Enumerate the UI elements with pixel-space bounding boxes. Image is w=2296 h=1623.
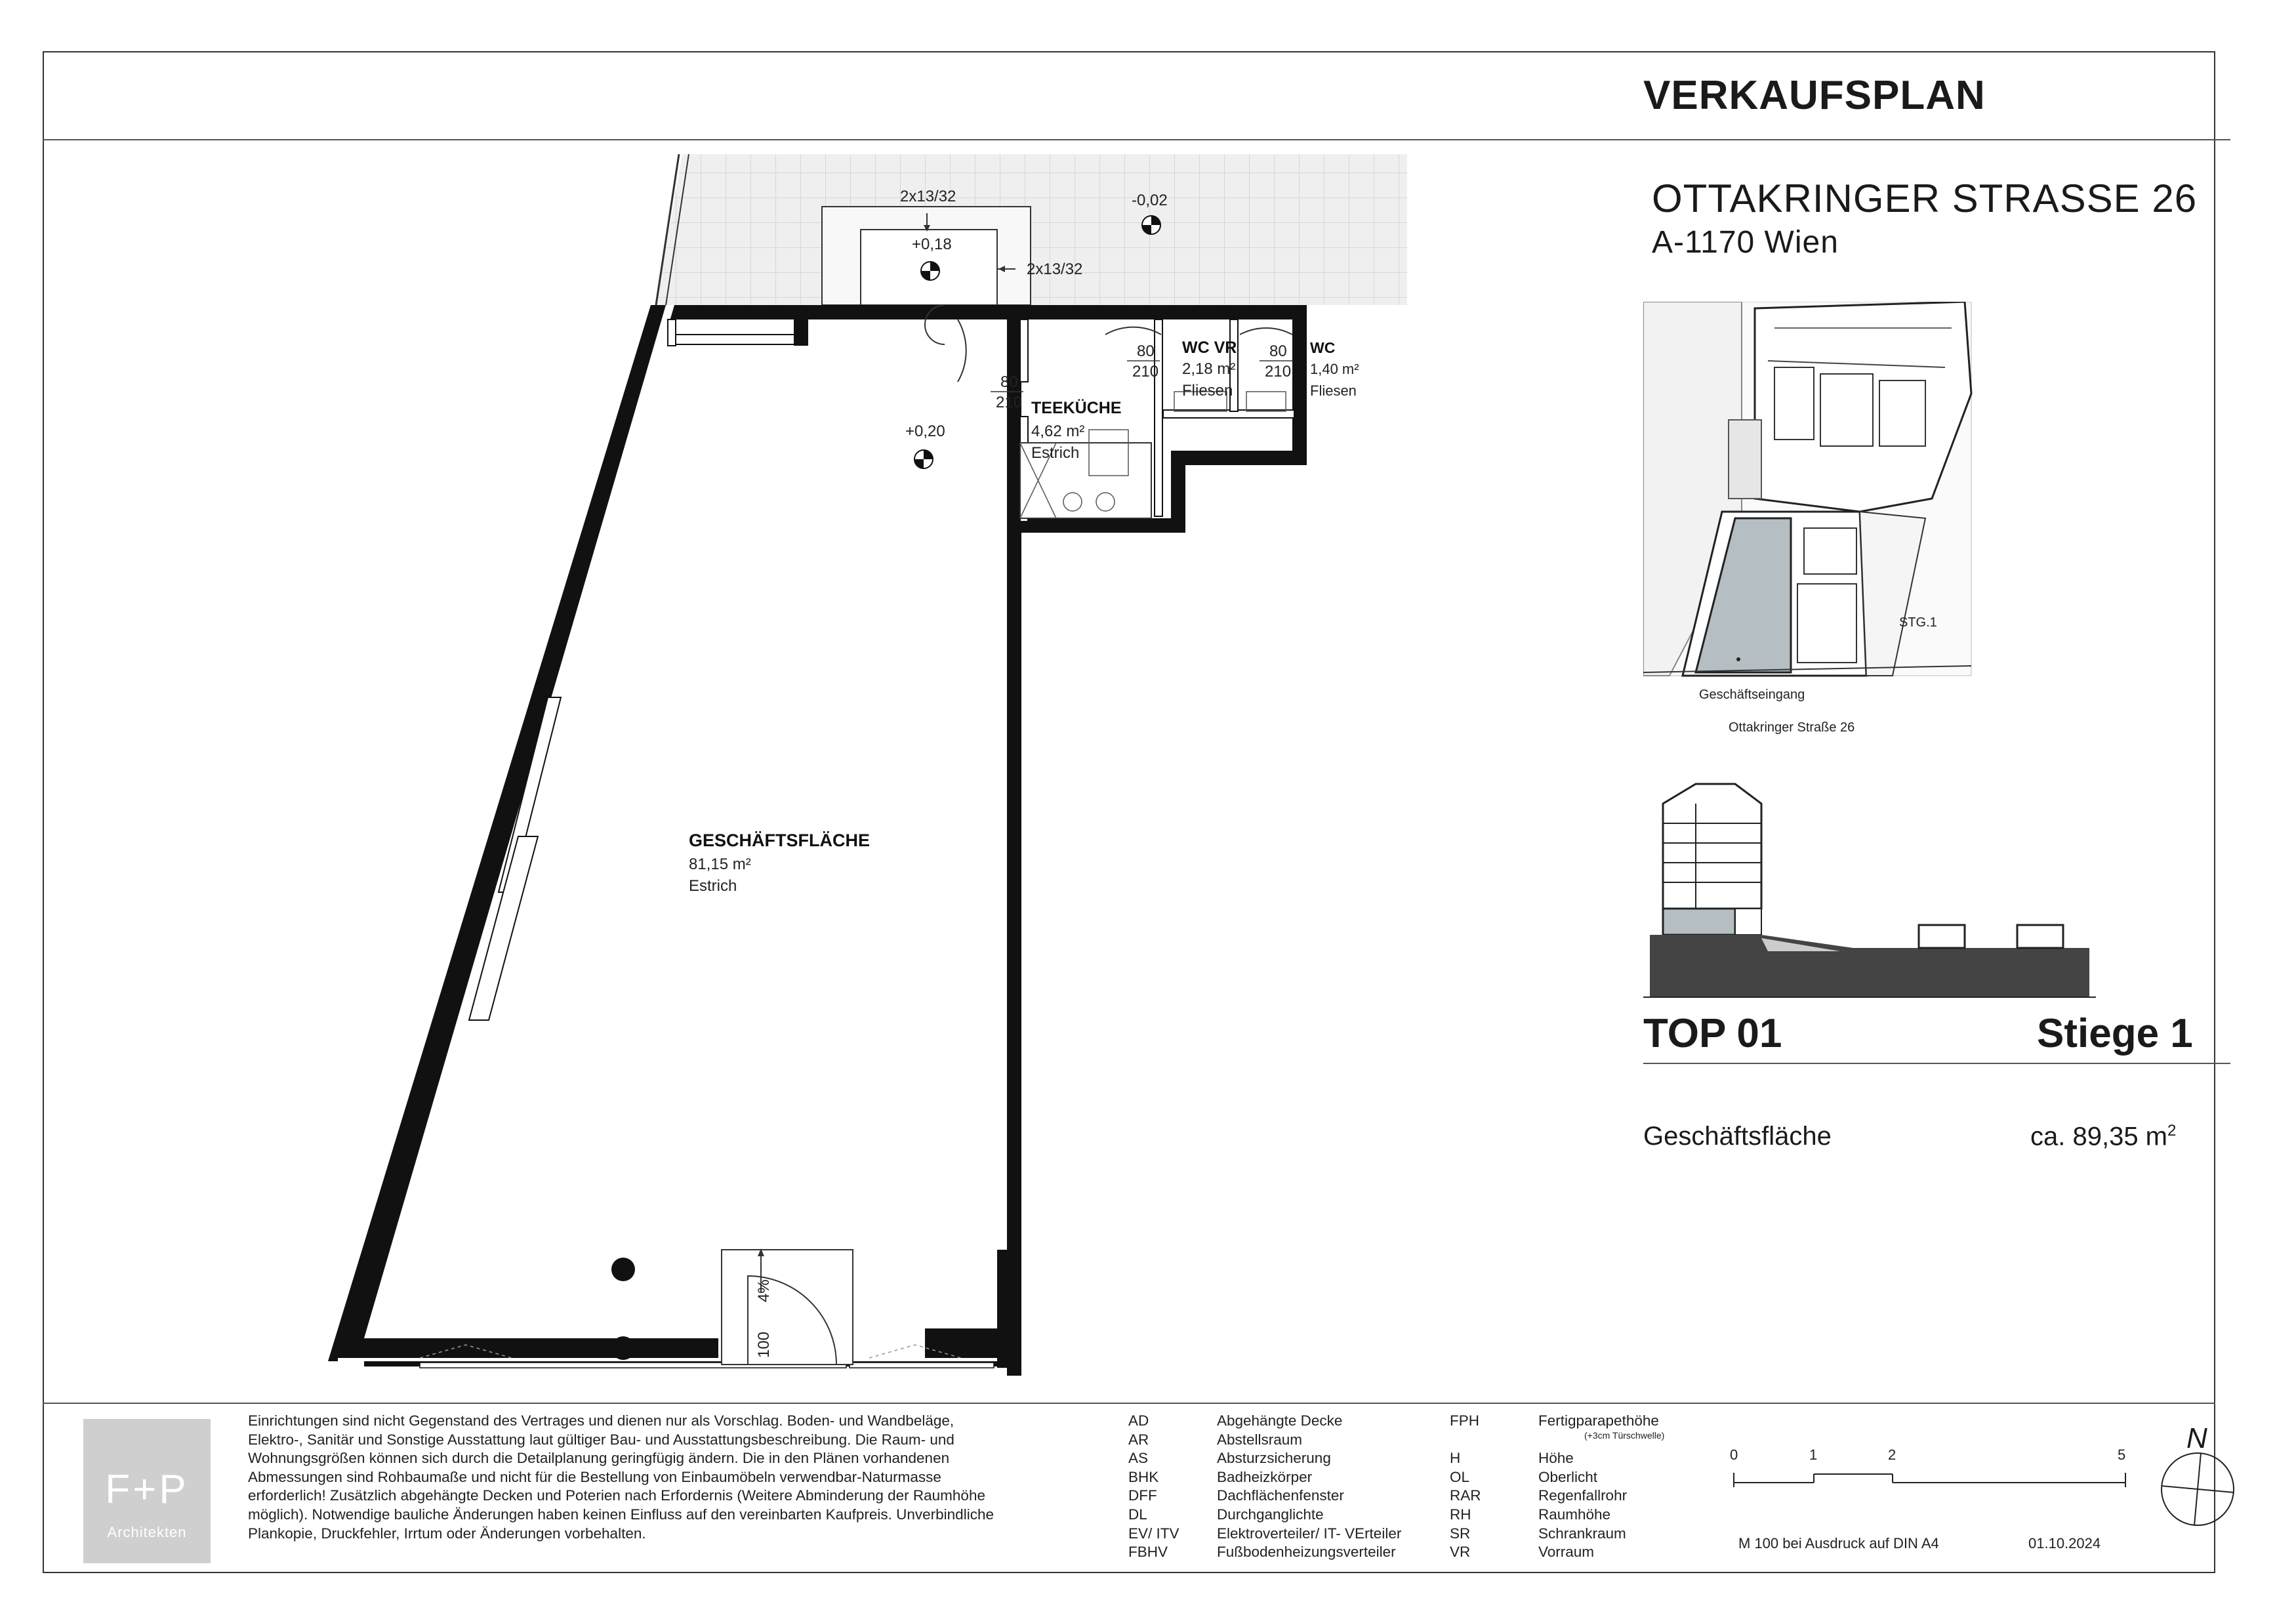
abbr-code: AS: [1128, 1450, 1149, 1467]
column-1: [611, 1258, 635, 1281]
unit-number: TOP 01: [1643, 1011, 1782, 1056]
north-label: N: [2186, 1422, 2207, 1454]
abbr-right-codes: [1450, 1412, 1481, 1562]
room-wc-name: WC: [1310, 339, 1336, 356]
key-plan-street-label: Ottakringer Straße 26: [1729, 720, 1855, 735]
unit-area-sup: 2: [2167, 1122, 2177, 1140]
abbr-code: AR: [1128, 1431, 1149, 1448]
city-address: A-1170 Wien: [1652, 225, 1839, 260]
dim-steps-side: 2x13/32: [1027, 260, 1083, 278]
unit-divider: [1643, 1063, 2230, 1064]
abbr-code: AD: [1128, 1412, 1149, 1429]
scale-tick-5: 5: [2118, 1447, 2126, 1463]
terrace-area: [656, 154, 1407, 305]
door-3-height: 210: [1265, 363, 1292, 380]
abbr-meaning: Dachflächenfenster: [1217, 1487, 1344, 1504]
fph-note: (+3cm Türschwelle): [1584, 1429, 1665, 1441]
door-swing-wc: [1240, 328, 1292, 335]
key-plan-stg-label: STG.1: [1899, 615, 1937, 630]
level-marker-shop-icon: [914, 450, 933, 468]
room-shop-area: 81,15 m²: [689, 855, 751, 873]
unit-area-value: ca. 89,35 m: [2030, 1122, 2168, 1151]
abbr-left-codes: [1128, 1412, 1179, 1562]
abbr-meaning: Schrankraum: [1538, 1525, 1626, 1542]
room-shop-floor: Estrich: [689, 877, 737, 895]
abbr-code: DL: [1128, 1506, 1147, 1523]
abbr-meaning: Fußbodenheizungsverteiler: [1217, 1544, 1396, 1561]
door-swing-wc-vr: [1105, 327, 1161, 335]
title-divider: [1588, 139, 2230, 140]
scale-tick-0: 0: [1730, 1447, 1738, 1463]
door-3-width: 80: [1269, 342, 1287, 360]
room-wc-area: 1,40 m²: [1310, 361, 1359, 377]
abbr-code: EV/ ITV: [1128, 1525, 1179, 1542]
abbr-code: VR: [1450, 1544, 1471, 1561]
abbr-code: BHK: [1128, 1468, 1159, 1485]
abbr-meaning: Elektroverteiler/ IT- VErteiler: [1217, 1525, 1402, 1542]
abbr-meaning: Abstellsraum: [1217, 1431, 1303, 1448]
level-marker-terrace-icon: [1142, 216, 1160, 234]
north-arrow-icon: [2158, 1450, 2237, 1529]
scale-tick-2: 2: [1888, 1447, 1896, 1463]
scale-bar: [1732, 1466, 2129, 1492]
door-2-width: 80: [1137, 342, 1155, 360]
company-logo: [83, 1419, 211, 1563]
abbr-code: H: [1450, 1450, 1461, 1467]
room-wcvr-area: 2,18 m²: [1182, 360, 1236, 378]
abbr-meaning: Oberlicht: [1538, 1468, 1598, 1485]
level-entry: +0,18: [912, 236, 952, 253]
door-1-height: 210: [996, 394, 1023, 411]
abbr-meaning: Höhe: [1538, 1450, 1574, 1467]
dim-width-100: 100: [755, 1331, 773, 1358]
abbr-meaning: Absturzsicherung: [1217, 1450, 1331, 1467]
building-section: [1643, 777, 2102, 1000]
abbr-left-meanings: [1217, 1412, 1401, 1562]
logo-mark: F+P: [105, 1467, 189, 1512]
scale-note: M 100 bei Ausdruck auf DIN A4: [1738, 1535, 1939, 1551]
abbr-code: OL: [1450, 1468, 1470, 1485]
abbr-code: RH: [1450, 1506, 1471, 1523]
abbr-meaning: Durchganglichte: [1217, 1506, 1324, 1523]
door-2-height: 210: [1132, 363, 1159, 380]
plan-date: 01.10.2024: [2028, 1535, 2101, 1551]
floor-plan: [302, 148, 1417, 1394]
room-wcvr-floor: Fliesen: [1182, 382, 1233, 400]
abbr-code: FBHV: [1128, 1544, 1168, 1561]
abbr-meaning: Regenfallrohr: [1538, 1487, 1628, 1504]
room-teekueche-name: TEEKÜCHE: [1031, 399, 1122, 417]
room-wc-floor: Fliesen: [1310, 382, 1357, 399]
column-2: [611, 1336, 635, 1360]
abbr-code: DFF: [1128, 1487, 1157, 1504]
stair-number: Stiege 1: [2037, 1011, 2193, 1056]
street-address: OTTAKRINGER STRASSE 26: [1652, 176, 2198, 220]
door-1-width: 80: [1000, 373, 1018, 391]
abbr-code: [1450, 1431, 1481, 1450]
abbr-code: FPH: [1450, 1412, 1479, 1429]
sheet-title: VERKAUFSPLAN: [1643, 73, 1986, 118]
room-teekueche-area: 4,62 m²: [1031, 422, 1085, 440]
dim-slope: 4%: [755, 1279, 773, 1302]
logo-subtitle: Architekten: [107, 1524, 187, 1540]
header-divider: [43, 139, 1588, 140]
footer-divider: [43, 1403, 2215, 1404]
abbr-meaning: Vorraum: [1538, 1544, 1595, 1561]
abbr-meaning: Badheizkörper: [1217, 1468, 1313, 1485]
abbr-code: RAR: [1450, 1487, 1481, 1504]
level-marker-entry-icon: [921, 262, 939, 280]
dim-steps-top: 2x13/32: [900, 188, 956, 205]
key-plan: [1643, 302, 1984, 735]
unit-type: Geschäftsfläche: [1643, 1122, 1832, 1151]
level-shop: +0,20: [905, 422, 945, 440]
door-swing-kitchen: [958, 319, 966, 382]
unit-area: [2030, 1122, 2176, 1151]
level-terrace: -0,02: [1132, 192, 1168, 209]
key-plan-entrance-label: Geschäftseingang: [1699, 688, 1805, 702]
section-highlighted-unit: [1663, 909, 1735, 935]
room-teekueche-floor: Estrich: [1031, 444, 1080, 462]
entrance-vestibule: [722, 1250, 853, 1365]
abbr-code: SR: [1450, 1525, 1471, 1542]
room-shop-name: GESCHÄFTSFLÄCHE: [689, 831, 870, 850]
abbr-right-meanings: [1538, 1412, 1664, 1562]
wc-toilet-icon: [1246, 392, 1286, 411]
abbr-meaning: Fertigparapethöhe: [1538, 1412, 1659, 1429]
abbr-meaning: Raumhöhe: [1538, 1506, 1611, 1523]
scale-tick-1: 1: [1809, 1447, 1818, 1463]
disclaimer-text: Einrichtungen sind nicht Gegenstand des Vertrages und dienen nur als Vorschlag. Boden- und Wandbeläge, Elektro-, Sanitär und Sonstige Ausstattung laut gültiger Bau- und Ausstattungsbeschreibung. Die Raum- und Wohnungsgrößen können sich durch die Detailplanung geringfügig ändern. Die in den Plänen vorhandenen Abmessungen sind Rohbaumaße und nicht für die Bestellung von Einbaumöbeln verwendbar-Naturmasse erforderlich! Zusätzlich abgehängte Decken und Poterien nach Erfordernis (Weitere Abminderung der Raumhöhe möglich). Notwendige bauliche Änderungen haben keinen Einfluss auf den vereinbarten Kaufpreis. Unverbindliche Plankopie, Druckfehler, Irrtum oder Änderungen vorbehalten.: [248, 1412, 994, 1542]
abbr-meaning: Abgehängte Decke: [1217, 1412, 1343, 1429]
room-wcvr-name: WC VR: [1182, 339, 1237, 357]
